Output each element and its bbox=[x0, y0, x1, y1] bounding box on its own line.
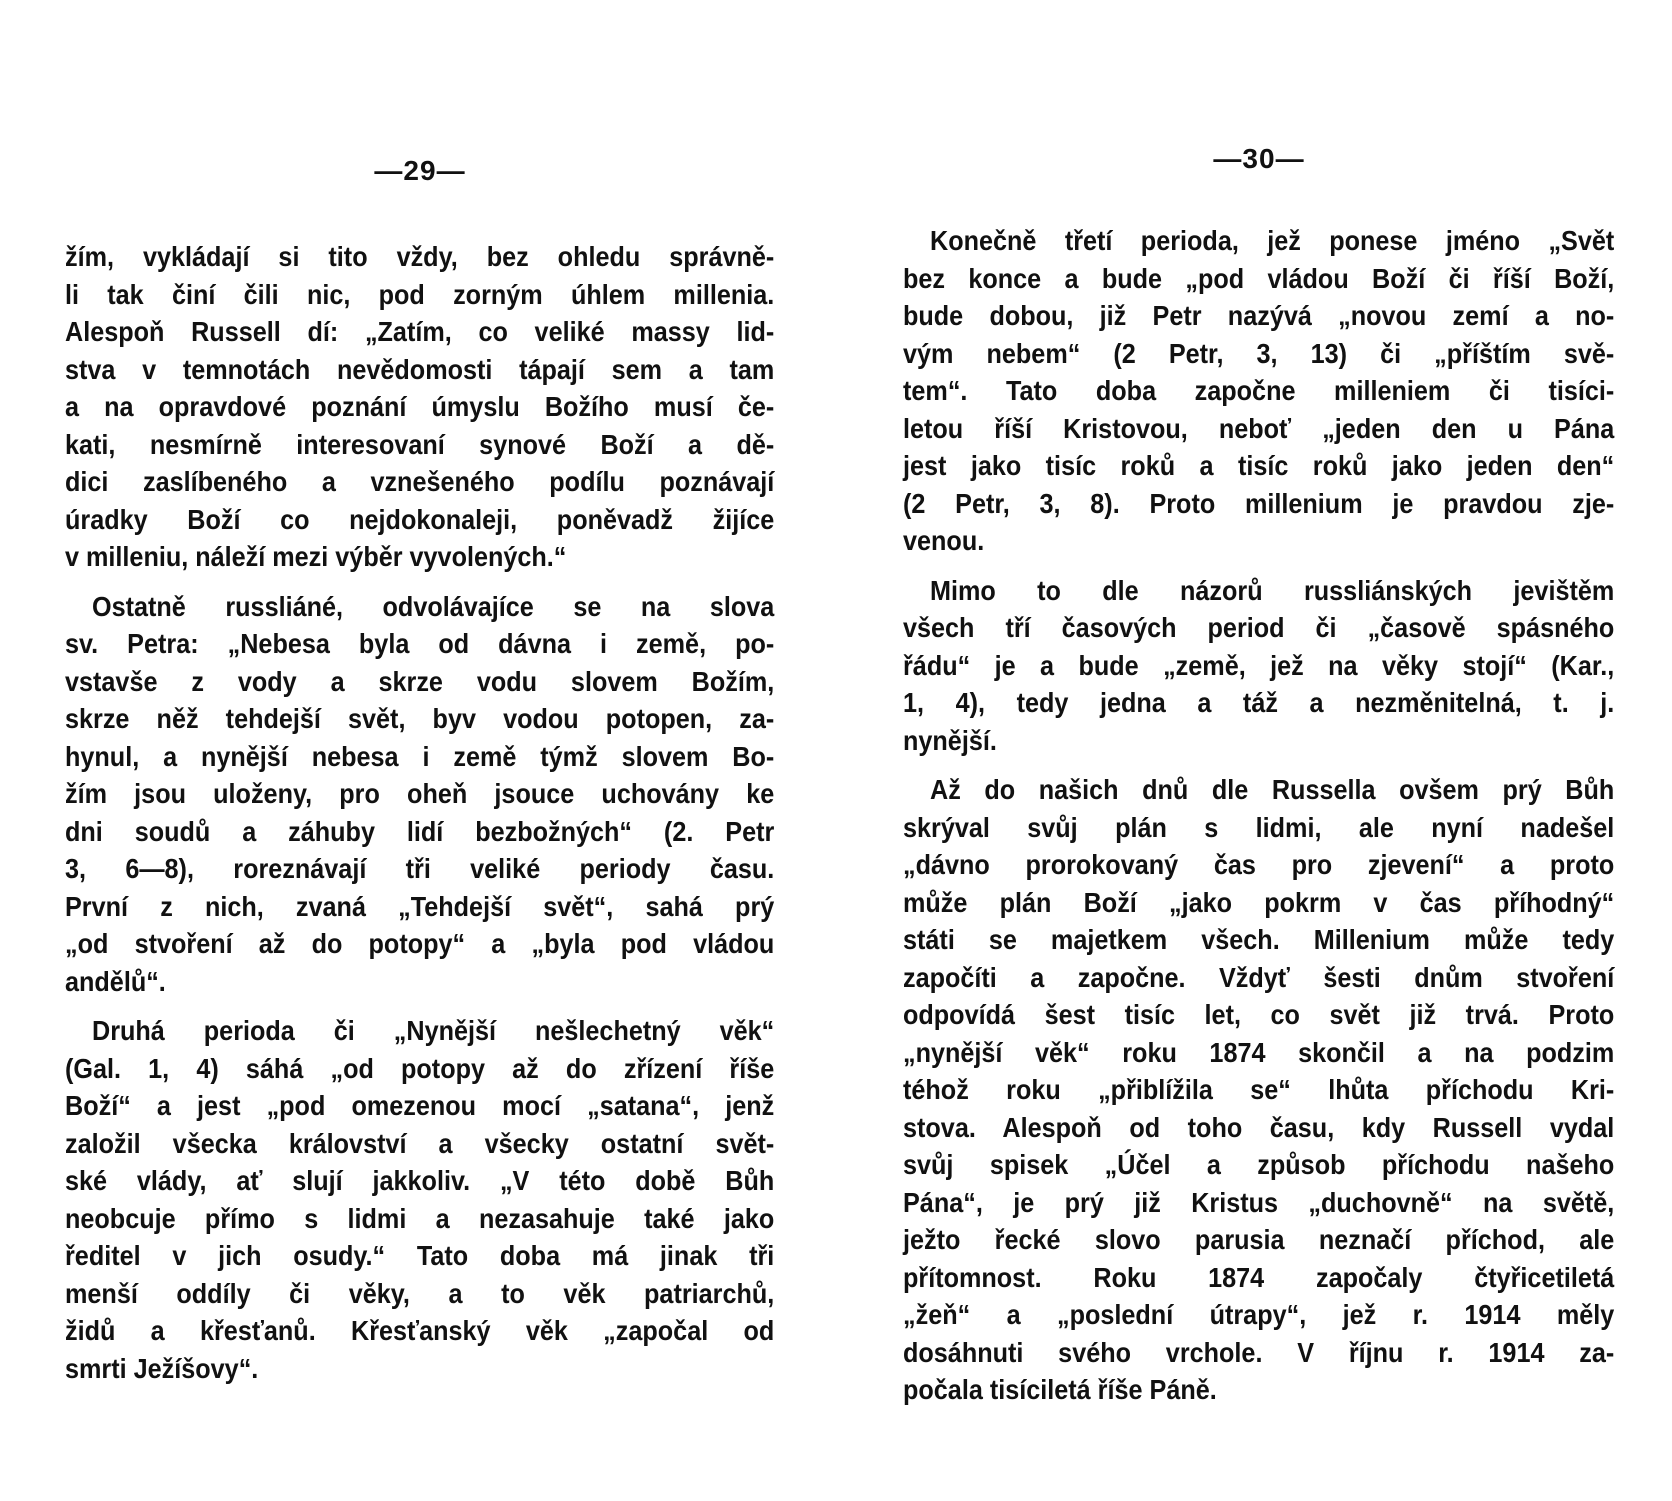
text-line: ježto řecké slovo parusia neznačí příchod, ale bbox=[903, 1224, 1615, 1255]
text-line: Boží“ a jest „pod omezenou mocí „satana“, jenž bbox=[65, 1090, 775, 1121]
text-line: počala tisíciletá říše Páně. bbox=[903, 1374, 1217, 1405]
text-line: státi se majetkem všech. Millenium může tedy bbox=[903, 924, 1615, 955]
right-page-text bbox=[903, 222, 1615, 1409]
text-line: „od stvoření až do potopy“ a „byla pod vládou bbox=[65, 928, 775, 959]
paragraph-gap bbox=[903, 759, 1615, 771]
text-line: dni soudů a záhuby lidí bezbožných“ (2. Petr bbox=[65, 815, 775, 847]
text-line: Druhá perioda či „Nynější nešlechetný věk“ bbox=[92, 1015, 775, 1046]
text-line: neobcuje přímo s lidmi a nezasahuje také jako bbox=[65, 1202, 775, 1234]
text-line: skrýval svůj plán s lidmi, ale nyní nadešel bbox=[903, 811, 1615, 843]
text-line: „žeň“ a „poslední útrapy“, jež r. 1914 měly bbox=[903, 1299, 1615, 1330]
text-line: založil všecka království a všecky ostatní svět- bbox=[65, 1127, 775, 1159]
paragraph-gap bbox=[903, 560, 1615, 572]
text-line: Pána“, je prý již Kristus „duchovně“ na světě, bbox=[903, 1186, 1615, 1218]
text-line: a na opravdové poznání úmyslu Božího musí če- bbox=[65, 391, 775, 422]
text-line: žím jsou uloženy, pro oheň jsouce uchovány ke bbox=[65, 778, 775, 809]
text-line: židů a křesťanů. Křesťanský věk „započal od bbox=[65, 1315, 775, 1346]
text-line: dici zaslíbeného a vznešeného podílu poznávají bbox=[65, 466, 775, 497]
text-line: li tak činí čili nic, pod zorným úhlem millenia. bbox=[65, 278, 775, 310]
text-line: bez konce a bude „pod vládou Boží či říší Boží, bbox=[903, 262, 1615, 294]
text-line: ské vlády, ať slují jakkoliv. „V této době Bůh bbox=[65, 1165, 775, 1196]
text-line: žím, vykládají si tito vždy, bez ohledu správně- bbox=[65, 241, 775, 272]
text-line: 1, 4), tedy jedna a táž a nezměnitelná, t. j. bbox=[903, 687, 1615, 718]
text-line: letou říší Kristovou, neboť „jeden den u Pána bbox=[903, 412, 1615, 444]
paragraph-gap bbox=[65, 1000, 775, 1012]
text-line: téhož roku „přiblížila se“ lhůta příchodu Kri- bbox=[903, 1074, 1615, 1105]
text-line: Až do našich dnů dle Russella ovšem prý Bůh bbox=[930, 774, 1615, 805]
text-line: Konečně třetí perioda, jež ponese jméno „Svět bbox=[930, 225, 1615, 256]
text-line: nynější. bbox=[903, 724, 997, 756]
text-line: stova. Alespoň od toho času, kdy Russell vydal bbox=[903, 1111, 1615, 1143]
text-line: započíti a započne. Vždyť šesti dnům stvoření bbox=[903, 961, 1615, 993]
text-line: (Gal. 1, 4) sáhá „od potopy až do zřízení říše bbox=[65, 1052, 775, 1084]
text-line: První z nich, zvaná „Tehdejší svět“, sahá prý bbox=[65, 890, 775, 922]
text-line: (2 Petr, 3, 8). Proto millenium je pravdou zje- bbox=[903, 487, 1615, 519]
text-line: Ostatně russliáné, odvolávajíce se na slova bbox=[92, 590, 775, 622]
text-line: odpovídá šest tisíc let, co svět již trvá. Proto bbox=[903, 999, 1615, 1030]
text-line: ředitel v jich osudy.“ Tato doba má jinak tři bbox=[65, 1240, 775, 1271]
paragraph-gap bbox=[65, 576, 775, 588]
text-line: vým nebem“ (2 Petr, 3, 13) či „příštím svě- bbox=[903, 337, 1615, 369]
text-line: menší oddíly či věky, a to věk patriarchů, bbox=[65, 1277, 775, 1309]
left-page-text bbox=[65, 238, 775, 1387]
text-line: andělů“. bbox=[65, 965, 166, 997]
text-line: všech tří časových period či „časově spásného bbox=[903, 612, 1615, 643]
text-line: „nynější věk“ roku 1874 skončil a na podzim bbox=[903, 1036, 1615, 1068]
text-line: vstavše z vody a skrze vodu slovem Božím, bbox=[65, 665, 775, 697]
text-line: kati, nesmírně interesovaní synové Boží a dě- bbox=[65, 428, 775, 460]
text-line: Alespoň Russell dí: „Zatím, co veliké massy lid- bbox=[65, 316, 775, 347]
text-line: stva v temnotách nevědomosti tápají sem a tam bbox=[65, 353, 775, 385]
text-line: přítomnost. Roku 1874 započaly čtyřicetiletá bbox=[903, 1261, 1615, 1293]
text-line: úradky Boží co nejdokonaleji, poněvadž žijíce bbox=[65, 503, 775, 535]
text-line: Mimo to dle názorů russliánských jevištěm bbox=[930, 574, 1615, 606]
text-line: tem“. Tato doba započne milleniem či tisíci- bbox=[903, 375, 1615, 406]
text-line: dosáhnuti svého vrchole. V říjnu r. 1914 za- bbox=[903, 1336, 1615, 1368]
text-line: hynul, a nynější nebesa i země týmž slovem Bo- bbox=[65, 740, 775, 772]
text-line: smrti Ježíšovy“. bbox=[65, 1352, 259, 1384]
text-line: řádu“ je a bude „země, jež na věky stojí“ (Kar., bbox=[903, 649, 1615, 681]
text-line: 3, 6—8), roreznávají tři veliké periody času. bbox=[65, 853, 775, 884]
page-number-left: —29— bbox=[374, 155, 466, 186]
text-line: může plán Boží „jako pokrm v čas příhodný“ bbox=[903, 886, 1615, 918]
text-line: svůj spisek „Účel a způsob příchodu našeho bbox=[903, 1149, 1615, 1180]
text-line: v milleniu, náleží mezi výběr vyvolených.“ bbox=[65, 541, 567, 572]
page-number-right: —30— bbox=[1213, 143, 1305, 174]
text-line: jest jako tisíc roků a tisíc roků jako jeden den“ bbox=[903, 450, 1615, 481]
text-line: sv. Petra: „Nebesa byla od dávna i země, po- bbox=[65, 628, 775, 659]
text-line: venou. bbox=[903, 525, 985, 556]
text-line: skrze něž tehdejší svět, byv vodou potopen, za- bbox=[65, 703, 775, 734]
text-line: bude dobou, již Petr nazývá „novou zemí a no- bbox=[903, 300, 1615, 331]
text-line: „dávno prorokovaný čas pro zjevení“ a proto bbox=[903, 849, 1615, 880]
